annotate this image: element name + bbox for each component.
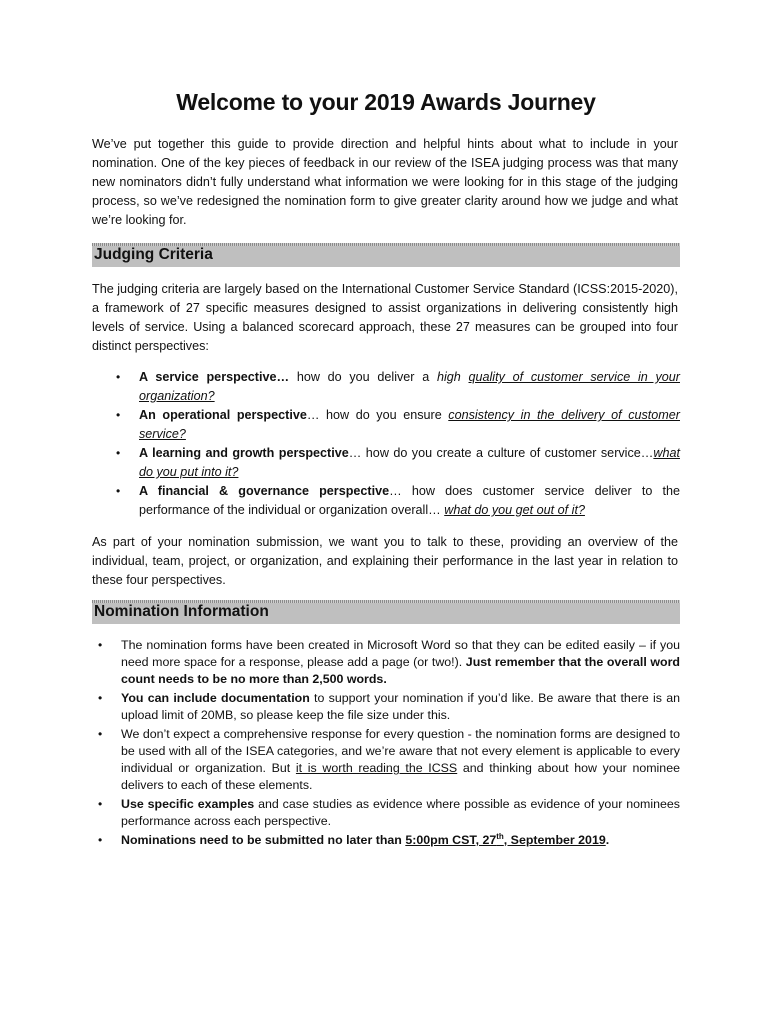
bullet-icon: •	[98, 727, 103, 741]
bullet-icon: •	[116, 446, 121, 460]
perspectives-list	[92, 368, 680, 520]
bullet-icon: •	[116, 408, 121, 422]
list-item	[92, 637, 680, 688]
nomination-info-list	[92, 637, 680, 851]
list-item	[92, 726, 680, 794]
bullet-icon: •	[98, 691, 103, 705]
perspective-question: quality of customer service in your organization?	[139, 370, 680, 403]
nomination-information-header	[92, 600, 680, 624]
deadline-time: 5:00pm CST, 27	[405, 833, 497, 847]
list-item	[92, 796, 680, 830]
perspective-question: what do you get out of it?	[444, 503, 585, 517]
intro-paragraph: We’ve put together this guide to provide direction and helpful hints about what to include in your nomination. One of the key pieces of feedback in our review of the ISEA judging process was that many new nominators didn’t fully understand what information we were looking for in this stage of the judging process, so we’ve redesigned the nomination form to give greater clarity around how we judge and what we’re looking for.	[92, 137, 678, 227]
perspective-text: … how does customer service deliver to the performance of the individual or organization overall…	[139, 484, 680, 517]
perspective-text: … how do you ensure	[306, 408, 449, 422]
perspective-text: how do you deliver a	[289, 370, 437, 384]
bullet-icon: •	[98, 638, 103, 652]
perspective-title: A service perspective…	[139, 370, 290, 384]
deadline-date	[405, 833, 605, 847]
judging-criteria-paragraph: The judging criteria are largely based on the International Customer Service Standard (ICSS:2015-2020), a framework of 27 specific measures designed to assist organizations in delivering consistently high levels of service. Using a balanced scorecard approach, these 27 measures can be grouped into four distinct perspectives:	[92, 282, 678, 353]
perspectives-summary-paragraph: As part of your nomination submission, we want you to talk to these, providing an overview of the individual, team, project, or organization, and explaining their performance in the last year in relation to these four perspectives.	[92, 535, 678, 587]
bullet-icon: •	[116, 484, 121, 498]
item-emphasis: Use specific examples	[121, 797, 255, 811]
item-text: and thinking about how your nominee delivers to each of these elements.	[121, 761, 680, 792]
perspective-question: consistency in the delivery of customer service?	[139, 408, 680, 441]
deadline-lead: Nominations need to be submitted no later than	[121, 833, 406, 847]
perspective-title: A financial & governance perspective	[139, 484, 390, 498]
bullet-icon: •	[116, 370, 121, 384]
item-text: to support your nomination if you’d like. Be aware that there is an upload limit of 20MB, so please keep the file size under this.	[121, 691, 680, 722]
deadline-statement	[121, 833, 609, 847]
deadline-month-year: , September 2019	[503, 833, 606, 847]
list-item	[92, 832, 680, 849]
bullet-icon: •	[98, 833, 103, 847]
perspective-italic: high	[436, 370, 469, 384]
judging-criteria-title: Judging Criteria	[94, 246, 213, 263]
perspective-text: … how do you create a culture of customer service…	[348, 446, 654, 460]
item-text: We don’t expect a comprehensive response for every question - the nomination forms are designed to be used with all of the ISEA categories, and we’re aware that not every element is applicable to every individual or organization. But	[121, 727, 680, 775]
icss-reference: it is worth reading the ICSS	[295, 761, 458, 775]
perspective-title: An operational perspective	[139, 408, 307, 422]
item-emphasis: Just remember that the overall word count needs to be no more than 2,500 words.	[121, 655, 680, 686]
item-text: The nomination forms have been created in Microsoft Word so that they can be edited easily – if you need more space for a response, please add a page (or two!).	[121, 638, 680, 669]
list-item	[92, 482, 680, 520]
perspective-question: what do you put into it?	[139, 446, 680, 479]
judging-criteria-header	[92, 243, 680, 267]
item-emphasis: You can include documentation	[121, 691, 310, 705]
list-item	[92, 368, 680, 406]
list-item	[92, 406, 680, 444]
item-text: and case studies as evidence where possible as evidence of your nominees performance across each perspective.	[121, 797, 680, 828]
deadline-ordinal: th	[496, 831, 504, 841]
list-item	[92, 444, 680, 482]
nomination-information-title: Nomination Information	[94, 603, 269, 620]
deadline-period: .	[605, 833, 610, 847]
list-item	[92, 690, 680, 724]
page-title: Welcome to your 2019 Awards Journey	[176, 89, 596, 115]
perspective-title: A learning and growth perspective	[139, 446, 349, 460]
bullet-icon: •	[98, 797, 103, 811]
